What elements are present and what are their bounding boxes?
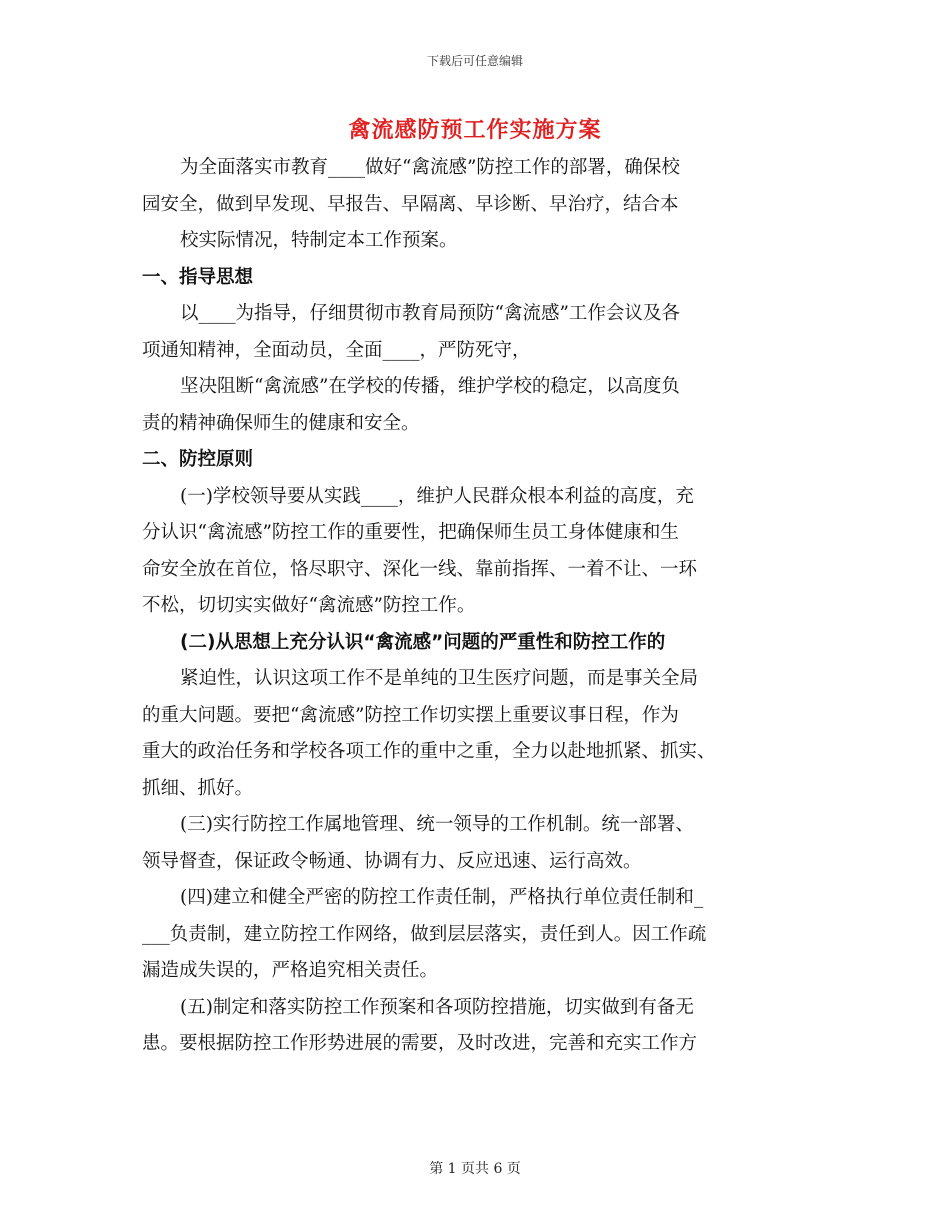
page-footer: 第 1 页共 6 页 (429, 1161, 521, 1177)
paragraph-line: (三)实行防控工作属地管理、统一领导的工作机制。统一部署、 (180, 814, 694, 835)
paragraph-line: ___负责制，建立防控工作网络，做到层层落实，责任到人。因工作疏 (142, 923, 707, 945)
paragraph-line: 项通知精神，全面动员，全面____，严防死守， (142, 339, 531, 361)
paragraph-line: 校实际情况，特制定本工作预案。 (180, 230, 458, 251)
paragraph-line: 领导督查，保证政令畅通、协调有力、反应迅速、运行高效。 (142, 850, 642, 872)
section-heading-guiding-thought: 一、指导思想 (142, 266, 254, 288)
paragraph-line: 抓细、抓好。 (142, 777, 254, 799)
paragraph-line: (一)学校领导要从实践____，维护人民群众根本利益的高度，充 (180, 485, 694, 507)
paragraph-line: 责的精神确保师生的健康和安全。 (142, 412, 420, 434)
paragraph-line: 以____为指导，仔细贯彻市教育局预防“禽流感”工作会议及各 (180, 303, 680, 324)
subheading-line: (二)从思想上充分认识“禽流感”问题的严重性和防控工作的 (180, 631, 666, 653)
document-body (142, 150, 810, 1063)
paragraph-line: 漏造成失误的，严格追究相关责任。 (142, 960, 439, 981)
paragraph-line: 不松，切切实实做好“禽流感”防控工作。 (142, 595, 476, 616)
section-heading-control-principles: 二、防控原则 (142, 449, 254, 470)
paragraph-line: 园安全，做到早发现、早报告、早隔离、早诊断、早治疗，结合本 (142, 193, 679, 215)
paragraph-line: 坚决阻断“禽流感”在学校的传播，维护学校的稳定，以高度负 (180, 376, 680, 397)
paragraph-line: 的重大问题。要把“禽流感”防控工作切实摆上重要议事日程，作为 (142, 704, 679, 726)
page-header: 下载后可任意编辑 (426, 54, 523, 68)
paragraph-line: 命安全放在首位，恪尽职守、深化一线、靠前指挥、一着不让、一环 (142, 558, 698, 580)
paragraph-line: 患。要根据防控工作形势进展的需要，及时改进，完善和充实工作方 (142, 1033, 698, 1054)
paragraph-line: 重大的政治任务和学校各项工作的重中之重，全力以赴地抓紧、抓实、 (142, 741, 716, 762)
paragraph-line: 紧迫性，认识这项工作不是单纯的卫生医疗问题，而是事关全局 (180, 668, 699, 689)
paragraph-line: (五)制定和落实防控工作预案和各项防控措施，切实做到有备无 (180, 996, 694, 1018)
paragraph-line: 为全面落实市教育____做好“禽流感”防控工作的部署，确保校 (180, 157, 680, 178)
paragraph-line: (四)建立和健全严密的防控工作责任制，严格执行单位责任制和_ (180, 887, 704, 908)
paragraph-line: 分认识“禽流感”防控工作的重要性，把确保师生员工身体健康和生 (142, 522, 679, 543)
document-title: 禽流感防预工作实施方案 (348, 118, 602, 143)
